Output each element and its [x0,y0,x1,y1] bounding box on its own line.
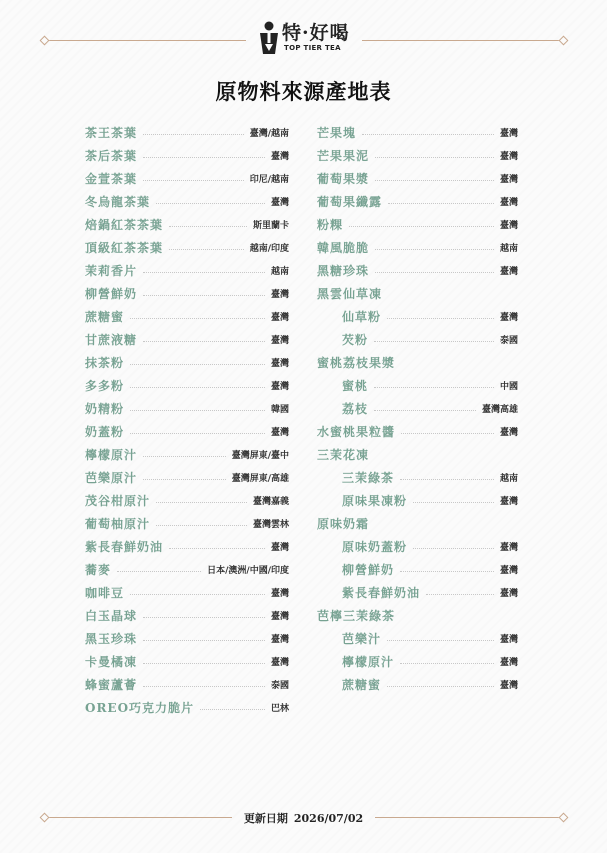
ingredient-row [317,121,518,144]
ingredient-name: OREO巧克力脆片 [85,701,195,715]
ingredient-origin: 臺灣 [499,152,518,162]
ingredient-origin: 臺灣 [270,382,289,392]
dotted-leader [117,571,201,572]
ingredient-name: 冬烏龍茶葉 [85,195,151,209]
ingredient-name: 黑玉珍珠 [85,632,138,646]
dotted-leader [130,594,265,595]
ingredient-row [85,443,289,466]
ingredient-name: 奶蓋粉 [85,425,125,439]
ingredient-origin: 臺灣 [270,543,289,553]
ingredient-origin: 韓國 [270,405,289,415]
ingredient-origin: 臺灣 [499,681,518,691]
ingredient-row [317,558,518,581]
ingredient-row [85,466,289,489]
dotted-leader [375,249,494,250]
ingredient-row [317,144,518,167]
ingredient-name: 芒果塊 [317,126,357,140]
dotted-leader [143,617,265,618]
ingredient-row [317,535,518,558]
ingredient-row [85,305,289,328]
ingredient-row [317,397,518,420]
ingredient-origin: 印尼/越南 [249,175,289,185]
ingredient-row [317,489,518,512]
ingredient-row [85,328,289,351]
ingredient-origin: 泰國 [270,681,289,691]
ingredient-name: 粉粿 [317,218,344,232]
ingredient-name: 紫長春鮮奶油 [342,586,421,600]
ingredient-name: 檸檬原汁 [85,448,138,462]
left-ingredient-list [85,121,289,719]
dotted-leader [130,364,265,365]
ingredient-name: 原味奶蓋粉 [342,540,408,554]
ingredient-origin: 臺灣屏東/臺中 [231,451,289,461]
dotted-leader [374,341,494,342]
ingredient-name: 柳營鮮奶 [342,563,395,577]
ingredient-origin: 臺灣 [499,221,518,231]
dotted-leader [374,387,494,388]
ingredient-origin: 臺灣 [499,635,518,645]
ingredient-origin: 巴林 [270,704,289,714]
ingredient-name: 茉莉香片 [85,264,138,278]
ingredient-name: 奶精粉 [85,402,125,416]
ingredient-row [85,213,289,236]
ingredient-origin: 臺灣 [499,543,518,553]
ingredient-name: 蜜桃荔枝果漿 [317,356,396,370]
ingredient-origin: 中國 [499,382,518,392]
ingredient-row [317,466,518,489]
header-diamond-right [559,36,569,46]
ingredient-name: 原味果凍粉 [342,494,408,508]
ingredient-row [85,397,289,420]
dotted-leader [143,341,265,342]
ingredient-name: 柳營鮮奶 [85,287,138,301]
header-rule-right [362,40,564,41]
dotted-leader [374,410,476,411]
dotted-leader [130,410,265,411]
dotted-leader [143,134,244,135]
ingredient-row [85,374,289,397]
ingredient-origin: 臺灣 [270,635,289,645]
ingredient-row [85,627,289,650]
ingredient-origin: 臺灣屏東/高雄 [231,474,289,484]
ingredient-name: 咖啡豆 [85,586,125,600]
ingredient-origin: 臺灣高雄 [481,405,518,415]
ingredient-name: 蜂蜜蘆薈 [85,678,138,692]
ingredient-name: 韓風脆脆 [317,241,370,255]
ingredient-row [85,259,289,282]
ingredient-row [85,167,289,190]
ingredient-row [317,420,518,443]
dotted-leader [143,295,265,296]
ingredient-origin: 越南 [270,267,289,277]
ingredient-row [85,144,289,167]
ingredient-row [85,282,289,305]
ingredient-row [85,604,289,627]
ingredient-name: 芒果果泥 [317,149,370,163]
ingredient-origin: 臺灣 [499,267,518,277]
ingredient-row [317,167,518,190]
page-title: 原物料來源產地表 [215,79,392,104]
dotted-leader [387,318,494,319]
ingredient-row [317,512,518,535]
ingredient-origin: 臺灣 [270,152,289,162]
dotted-leader [130,433,265,434]
ingredient-row [85,581,289,604]
dotted-leader [143,479,226,480]
dotted-leader [130,387,265,388]
dotted-leader [143,180,244,181]
ingredient-name: 芭樂原汁 [85,471,138,485]
ingredient-name: 水蜜桃果粒醬 [317,425,396,439]
ingredient-name: 葡萄果漿 [317,172,370,186]
ingredient-row [317,374,518,397]
ingredient-name: 甘蔗液糖 [85,333,138,347]
dotted-leader [426,594,494,595]
dotted-leader [413,548,494,549]
dotted-leader [413,502,494,503]
brand-logo [258,18,350,58]
ingredient-origin: 臺灣 [499,658,518,668]
ingredient-origin: 越南 [499,474,518,484]
ingredient-origin: 臺灣 [270,198,289,208]
ingredient-name: 蔗糖蜜 [85,310,125,324]
dotted-leader [375,180,494,181]
ingredient-name: 白玉晶球 [85,609,138,623]
ingredient-row [317,443,518,466]
ingredient-name: 原味奶霜 [317,517,370,531]
ingredient-name: 焙鍋紅茶茶葉 [85,218,164,232]
ingredient-row [317,351,518,374]
ingredient-name: 茂谷柑原汁 [85,494,151,508]
dotted-leader [156,525,247,526]
ingredient-origin: 臺灣 [270,658,289,668]
dotted-leader [143,157,265,158]
ingredient-origin: 臺灣 [499,589,518,599]
ingredient-origin: 臺灣 [270,589,289,599]
ingredient-name: 金萱茶葉 [85,172,138,186]
ingredient-origin: 臺灣 [270,290,289,300]
ingredient-name: 蜜桃 [342,379,369,393]
ingredient-row [85,489,289,512]
dotted-leader [349,226,494,227]
ingredient-row [317,650,518,673]
ingredient-origin: 日本/澳洲/中國/印度 [207,566,289,576]
ingredient-name: 仙草粉 [342,310,382,324]
update-date [0,810,607,826]
dotted-leader [156,502,247,503]
ingredient-row [85,420,289,443]
ingredient-origin: 越南/印度 [249,244,289,254]
ingredient-origin: 臺灣 [499,175,518,185]
ingredient-row [317,236,518,259]
dotted-leader [387,686,494,687]
dotted-leader [143,272,265,273]
ingredient-origin: 臺灣 [499,198,518,208]
header-diamond-left [40,36,50,46]
dotted-leader [400,479,494,480]
ingredient-name: 葡萄柚原汁 [85,517,151,531]
ingredient-row [317,604,518,627]
ingredient-origin: 臺灣 [499,497,518,507]
brand-name-zh: 特·好喝 [282,22,350,44]
ingredient-origin: 臺灣 [499,313,518,323]
dotted-leader [143,686,265,687]
ingredient-name: 黑糖珍珠 [317,264,370,278]
ingredient-row [317,581,518,604]
right-ingredient-list [317,121,518,696]
ingredient-name: 芭樂汁 [342,632,382,646]
ingredient-row [317,259,518,282]
ingredient-name: 蕎麥 [85,563,112,577]
dotted-leader [143,663,265,664]
update-date-label: 更新日期 [243,812,288,825]
ingredient-origin: 泰國 [499,336,518,346]
ingredient-name: 芡粉 [342,333,369,347]
brand-name-en: TOP TIER TEA [284,44,341,52]
ingredient-row [85,351,289,374]
dotted-leader [143,456,226,457]
dotted-leader [401,433,494,434]
ingredient-row [317,190,518,213]
ingredient-row [317,328,518,351]
ingredient-name: 葡萄果纖露 [317,195,383,209]
dotted-leader [200,709,265,710]
ingredient-name: 多多粉 [85,379,125,393]
dotted-leader [375,272,494,273]
ingredient-row [85,512,289,535]
dotted-leader [400,663,494,664]
ingredient-row [85,535,289,558]
ingredient-origin: 越南 [499,244,518,254]
dotted-leader [169,249,244,250]
dotted-leader [400,571,494,572]
ingredient-row [85,558,289,581]
ingredient-row [85,696,289,719]
ingredient-origin: 斯里蘭卡 [252,221,289,231]
ingredient-origin: 臺灣 [270,612,289,622]
ingredient-name: 茶后茶葉 [85,149,138,163]
tea-cup-logo-icon [258,20,280,56]
dotted-leader [362,134,494,135]
ingredient-name: 卡曼橘凍 [85,655,138,669]
ingredient-name: 檸檬原汁 [342,655,395,669]
ingredient-name: 頂級紅茶茶葉 [85,241,164,255]
ingredient-origin: 臺灣 [499,566,518,576]
ingredient-row [317,673,518,696]
ingredient-origin: 臺灣 [499,129,518,139]
ingredient-origin: 臺灣 [270,359,289,369]
ingredient-origin: 臺灣嘉義 [252,497,289,507]
ingredient-name: 芭檸三茉綠茶 [317,609,396,623]
dotted-leader [130,318,265,319]
ingredient-row [85,236,289,259]
ingredient-origin: 臺灣雲林 [252,520,289,530]
dotted-leader [169,226,247,227]
ingredient-row [85,673,289,696]
ingredient-name: 蔗糖蜜 [342,678,382,692]
ingredient-row [317,213,518,236]
ingredient-name: 三茉花凍 [317,448,370,462]
ingredient-origin: 臺灣/越南 [249,129,289,139]
ingredient-origin: 臺灣 [499,428,518,438]
ingredient-name: 黑雲仙草凍 [317,287,383,301]
ingredient-row [317,305,518,328]
ingredient-name: 荔枝 [342,402,369,416]
ingredient-origin: 臺灣 [270,336,289,346]
ingredient-name: 紫長春鮮奶油 [85,540,164,554]
ingredient-origin: 臺灣 [270,313,289,323]
update-date-value: 2026/07/02 [293,812,364,825]
ingredient-origin: 臺灣 [270,428,289,438]
dotted-leader [169,548,265,549]
ingredient-row [317,282,518,305]
ingredient-row [317,627,518,650]
ingredient-name: 抹茶粉 [85,356,125,370]
ingredient-row [85,190,289,213]
ingredient-row [85,121,289,144]
dotted-leader [375,157,494,158]
header-rule-left [44,40,246,41]
dotted-leader [156,203,265,204]
ingredient-row [85,650,289,673]
ingredient-name: 茶王茶葉 [85,126,138,140]
ingredient-name: 三茉綠茶 [342,471,395,485]
dotted-leader [388,203,494,204]
dotted-leader [143,640,265,641]
dotted-leader [387,640,494,641]
